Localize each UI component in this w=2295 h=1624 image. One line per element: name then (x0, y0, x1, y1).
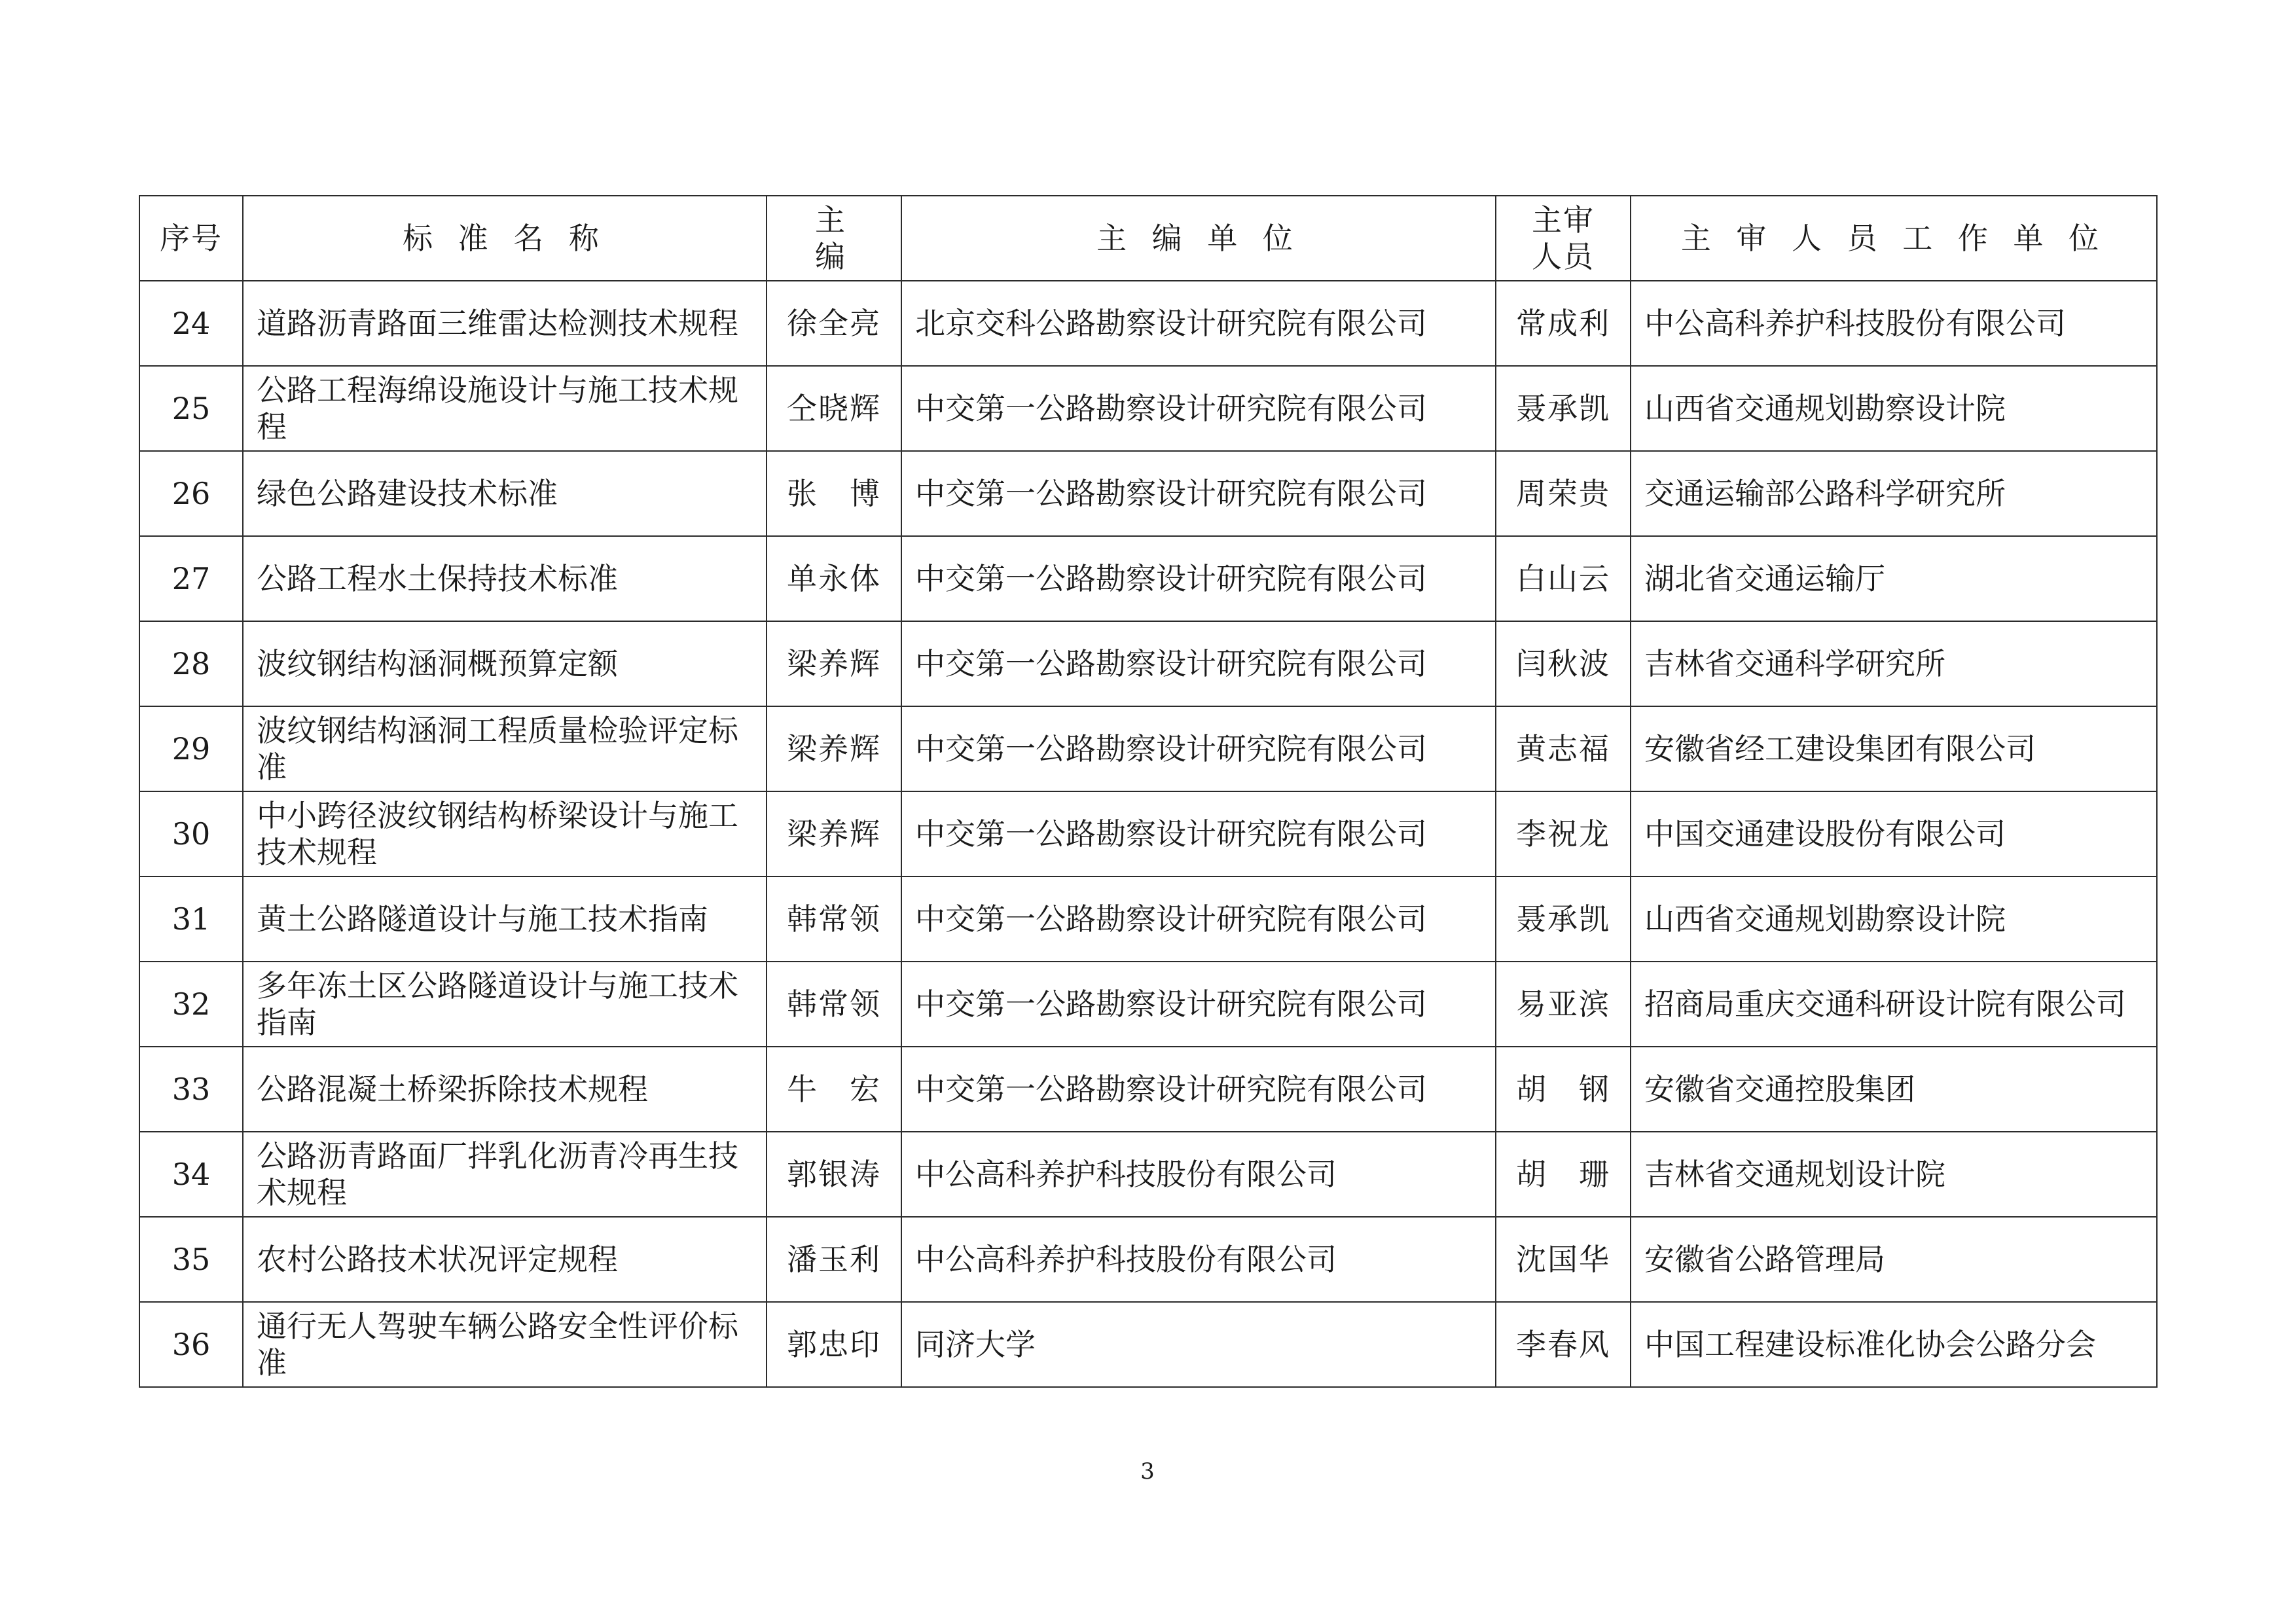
cell-editor-unit: 中交第一公路勘察设计研究院有限公司 (901, 536, 1496, 621)
cell-chief-reviewer: 胡 珊 (1496, 1132, 1631, 1217)
header-reviewer (1496, 196, 1631, 281)
cell-reviewer-unit: 中国工程建设标准化协会公路分会 (1631, 1302, 2157, 1387)
table-header (139, 196, 2157, 281)
cell-chief-reviewer: 常成利 (1496, 281, 1631, 366)
table-row (139, 1217, 2157, 1302)
cell-standard-name: 多年冻土区公路隧道设计与施工技术指南 (243, 962, 767, 1047)
cell-seq: 26 (139, 451, 243, 536)
header-editor-unit: 主 编 单 位 (901, 196, 1496, 281)
cell-chief-reviewer: 闫秋波 (1496, 621, 1631, 706)
table-row (139, 281, 2157, 366)
header-editor: 主 编 (767, 196, 901, 281)
cell-seq: 25 (139, 366, 243, 451)
header-name: 标 准 名 称 (243, 196, 767, 281)
cell-seq: 30 (139, 791, 243, 876)
cell-chief-reviewer: 聂承凯 (1496, 876, 1631, 962)
cell-chief-editor: 韩常领 (767, 962, 901, 1047)
cell-chief-editor: 梁养辉 (767, 621, 901, 706)
cell-chief-editor: 梁养辉 (767, 791, 901, 876)
cell-chief-editor: 仝晓辉 (767, 366, 901, 451)
table-row (139, 1132, 2157, 1217)
cell-standard-name: 公路混凝土桥梁拆除技术规程 (243, 1047, 767, 1132)
cell-chief-editor: 潘玉利 (767, 1217, 901, 1302)
cell-seq: 34 (139, 1132, 243, 1217)
cell-chief-editor: 郭忠印 (767, 1302, 901, 1387)
table-row (139, 1047, 2157, 1132)
cell-chief-reviewer: 沈国华 (1496, 1217, 1631, 1302)
cell-editor-unit: 中交第一公路勘察设计研究院有限公司 (901, 791, 1496, 876)
cell-reviewer-unit: 山西省交通规划勘察设计院 (1631, 876, 2157, 962)
cell-chief-editor: 单永体 (767, 536, 901, 621)
cell-standard-name: 绿色公路建设技术标准 (243, 451, 767, 536)
cell-editor-unit: 北京交科公路勘察设计研究院有限公司 (901, 281, 1496, 366)
cell-reviewer-unit: 山西省交通规划勘察设计院 (1631, 366, 2157, 451)
cell-chief-reviewer: 李祝龙 (1496, 791, 1631, 876)
cell-chief-editor: 韩常领 (767, 876, 901, 962)
cell-seq: 29 (139, 706, 243, 791)
cell-editor-unit: 中交第一公路勘察设计研究院有限公司 (901, 366, 1496, 451)
table-row (139, 962, 2157, 1047)
cell-seq: 31 (139, 876, 243, 962)
cell-seq: 36 (139, 1302, 243, 1387)
cell-editor-unit: 中交第一公路勘察设计研究院有限公司 (901, 962, 1496, 1047)
cell-standard-name: 通行无人驾驶车辆公路安全性评价标准 (243, 1302, 767, 1387)
header-reviewer-line2: 人员 (1532, 239, 1595, 274)
cell-editor-unit: 中公高科养护科技股份有限公司 (901, 1132, 1496, 1217)
cell-seq: 27 (139, 536, 243, 621)
cell-chief-reviewer: 易亚滨 (1496, 962, 1631, 1047)
cell-editor-unit: 中交第一公路勘察设计研究院有限公司 (901, 876, 1496, 962)
cell-reviewer-unit: 湖北省交通运输厅 (1631, 536, 2157, 621)
cell-editor-unit: 中交第一公路勘察设计研究院有限公司 (901, 1047, 1496, 1132)
cell-seq: 28 (139, 621, 243, 706)
cell-chief-reviewer: 胡 钢 (1496, 1047, 1631, 1132)
table-row (139, 876, 2157, 962)
cell-standard-name: 黄土公路隧道设计与施工技术指南 (243, 876, 767, 962)
cell-chief-reviewer: 白山云 (1496, 536, 1631, 621)
cell-chief-editor: 牛 宏 (767, 1047, 901, 1132)
cell-seq: 35 (139, 1217, 243, 1302)
cell-standard-name: 农村公路技术状况评定规程 (243, 1217, 767, 1302)
cell-seq: 24 (139, 281, 243, 366)
cell-standard-name: 波纹钢结构涵洞概预算定额 (243, 621, 767, 706)
standards-table (139, 195, 2158, 1388)
header-seq: 序号 (139, 196, 243, 281)
cell-editor-unit: 同济大学 (901, 1302, 1496, 1387)
table-body (139, 281, 2157, 1387)
table-row (139, 536, 2157, 621)
cell-chief-reviewer: 黄志福 (1496, 706, 1631, 791)
cell-editor-unit: 中交第一公路勘察设计研究院有限公司 (901, 706, 1496, 791)
cell-reviewer-unit: 招商局重庆交通科研设计院有限公司 (1631, 962, 2157, 1047)
cell-chief-editor: 郭银涛 (767, 1132, 901, 1217)
cell-editor-unit: 中公高科养护科技股份有限公司 (901, 1217, 1496, 1302)
page-number: 3 (1140, 1458, 1155, 1485)
cell-standard-name: 公路沥青路面厂拌乳化沥青冷再生技术规程 (243, 1132, 767, 1217)
cell-standard-name: 中小跨径波纹钢结构桥梁设计与施工技术规程 (243, 791, 767, 876)
cell-chief-reviewer: 李春风 (1496, 1302, 1631, 1387)
cell-standard-name: 公路工程海绵设施设计与施工技术规程 (243, 366, 767, 451)
cell-standard-name: 道路沥青路面三维雷达检测技术规程 (243, 281, 767, 366)
table-row (139, 451, 2157, 536)
cell-seq: 33 (139, 1047, 243, 1132)
header-reviewer-unit: 主 审 人 员 工 作 单 位 (1631, 196, 2157, 281)
cell-reviewer-unit: 安徽省公路管理局 (1631, 1217, 2157, 1302)
table-row (139, 366, 2157, 451)
table-row (139, 1302, 2157, 1387)
cell-chief-reviewer: 聂承凯 (1496, 366, 1631, 451)
cell-editor-unit: 中交第一公路勘察设计研究院有限公司 (901, 621, 1496, 706)
cell-chief-editor: 梁养辉 (767, 706, 901, 791)
cell-standard-name: 公路工程水土保持技术标准 (243, 536, 767, 621)
cell-reviewer-unit: 吉林省交通科学研究所 (1631, 621, 2157, 706)
table-row (139, 621, 2157, 706)
cell-chief-editor: 张 博 (767, 451, 901, 536)
table-row (139, 791, 2157, 876)
cell-chief-reviewer: 周荣贵 (1496, 451, 1631, 536)
cell-standard-name: 波纹钢结构涵洞工程质量检验评定标准 (243, 706, 767, 791)
cell-reviewer-unit: 安徽省交通控股集团 (1631, 1047, 2157, 1132)
cell-reviewer-unit: 安徽省经工建设集团有限公司 (1631, 706, 2157, 791)
cell-reviewer-unit: 交通运输部公路科学研究所 (1631, 451, 2157, 536)
table-row (139, 706, 2157, 791)
cell-seq: 32 (139, 962, 243, 1047)
cell-reviewer-unit: 中国交通建设股份有限公司 (1631, 791, 2157, 876)
header-reviewer-line1: 主审 (1532, 202, 1595, 238)
cell-reviewer-unit: 吉林省交通规划设计院 (1631, 1132, 2157, 1217)
cell-editor-unit: 中交第一公路勘察设计研究院有限公司 (901, 451, 1496, 536)
cell-reviewer-unit: 中公高科养护科技股份有限公司 (1631, 281, 2157, 366)
header-row (139, 196, 2157, 281)
cell-chief-editor: 徐全亮 (767, 281, 901, 366)
